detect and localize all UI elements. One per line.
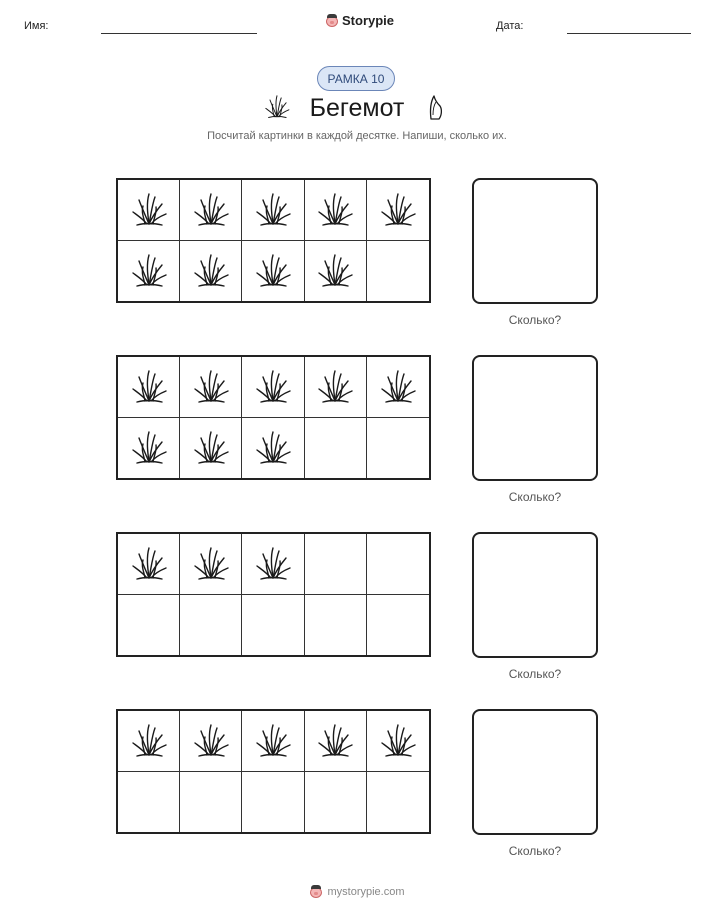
ten-frame-cell: [180, 418, 242, 479]
ten-frame-cell: [118, 595, 180, 656]
name-label: Имя:: [24, 20, 49, 32]
grass-icon: [253, 721, 293, 761]
grass-icon: [315, 190, 355, 230]
ten-frame-cell: [367, 534, 429, 595]
grass-icon: [378, 190, 418, 230]
pig-mascot-icon: [325, 14, 339, 28]
answer-box[interactable]: [472, 178, 598, 304]
ten-frame-cell: [180, 241, 242, 302]
ten-frame-cell: [367, 241, 429, 302]
ten-frame-cell: [242, 595, 304, 656]
page-title: Бегемот: [309, 94, 405, 122]
ten-frame-cell: [305, 418, 367, 479]
grass-icon: [129, 544, 169, 584]
grass-icon: [129, 721, 169, 761]
answer-box[interactable]: [472, 709, 598, 835]
ten-frame-cell: [242, 241, 304, 302]
answer-label: Сколько?: [508, 490, 562, 504]
grass-icon: [191, 428, 231, 468]
ten-frame-cell: [367, 595, 429, 656]
ten-frame-cell: [367, 418, 429, 479]
grass-icon: [191, 721, 231, 761]
grass-icon: [129, 190, 169, 230]
grass-icon: [315, 251, 355, 291]
ten-frame-cell: [305, 180, 367, 241]
ten-frame-cell: [242, 711, 304, 772]
answer-label: Сколько?: [508, 667, 562, 681]
ten-frame-cell: [242, 180, 304, 241]
ten-frame-cell: [118, 534, 180, 595]
ten-frame-cell: [118, 772, 180, 833]
answer-box[interactable]: [472, 532, 598, 658]
ten-frame: [116, 709, 431, 834]
answer-label: Сколько?: [508, 844, 562, 858]
grass-icon: [253, 367, 293, 407]
grass-icon: [129, 367, 169, 407]
ten-frame-cell: [367, 772, 429, 833]
grass-icon: [253, 190, 293, 230]
ten-frame-cell: [305, 241, 367, 302]
date-label: Дата:: [496, 20, 524, 32]
ten-frame-cell: [305, 357, 367, 418]
ten-frame-cell: [367, 357, 429, 418]
pig-mascot-icon: [309, 885, 323, 899]
ten-frame-cell: [305, 711, 367, 772]
name-line[interactable]: [101, 33, 257, 34]
ten-frame-cell: [180, 711, 242, 772]
footer-url[interactable]: mystorypie.com: [327, 886, 405, 898]
instructions: Посчитай картинки в каждой десятке. Напиши, сколько их.: [207, 130, 507, 142]
answer-box[interactable]: [472, 355, 598, 481]
tooth-icon: [425, 93, 445, 121]
grass-icon: [378, 367, 418, 407]
ten-frame-cell: [367, 180, 429, 241]
grass-icon: [129, 428, 169, 468]
frame-badge: РАМКА 10: [317, 66, 395, 91]
grass-icon: [253, 428, 293, 468]
grass-icon: [253, 251, 293, 291]
ten-frame-cell: [242, 772, 304, 833]
ten-frame-cell: [118, 357, 180, 418]
brand-logo: [325, 13, 394, 28]
grass-icon: [315, 721, 355, 761]
ten-frame-cell: [305, 534, 367, 595]
date-line[interactable]: [567, 33, 691, 34]
ten-frame-cell: [242, 418, 304, 479]
ten-frame-cell: [180, 534, 242, 595]
ten-frame: [116, 355, 431, 480]
grass-icon: [253, 544, 293, 584]
ten-frame-cell: [180, 595, 242, 656]
grass-icon: [191, 544, 231, 584]
grass-icon: [315, 367, 355, 407]
ten-frame-cell: [305, 595, 367, 656]
grass-icon: [191, 367, 231, 407]
ten-frame-cell: [180, 772, 242, 833]
brand-name: Storypie: [342, 13, 395, 28]
ten-frame-cell: [180, 357, 242, 418]
ten-frame-cell: [118, 711, 180, 772]
ten-frame-cell: [118, 241, 180, 302]
ten-frame-cell: [242, 357, 304, 418]
answer-label: Сколько?: [508, 313, 562, 327]
ten-frame-cell: [118, 418, 180, 479]
ten-frame-cell: [180, 180, 242, 241]
grass-icon: [191, 190, 231, 230]
ten-frame-cell: [367, 711, 429, 772]
footer: [0, 885, 714, 899]
grass-icon: [378, 721, 418, 761]
ten-frame-cell: [118, 180, 180, 241]
ten-frame: [116, 532, 431, 657]
ten-frame: [116, 178, 431, 303]
grass-icon: [191, 251, 231, 291]
ten-frame-cell: [305, 772, 367, 833]
ten-frame-cell: [242, 534, 304, 595]
grass-icon: [129, 251, 169, 291]
